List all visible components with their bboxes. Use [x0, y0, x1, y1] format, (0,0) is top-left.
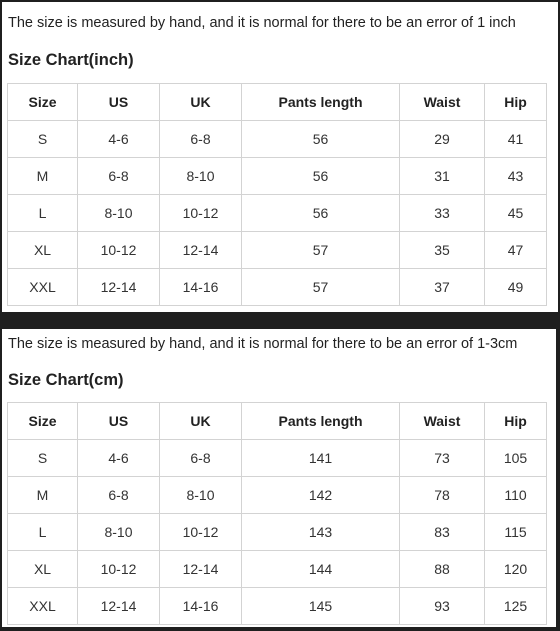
table-cell: M [8, 158, 78, 195]
table-header-row [8, 403, 547, 440]
table-cell: 31 [400, 158, 485, 195]
header-cell: US [78, 403, 160, 440]
table-cell: 41 [485, 121, 547, 158]
table-cell: 6-8 [160, 121, 242, 158]
table-cell: 29 [400, 121, 485, 158]
table-cell: 56 [242, 158, 400, 195]
table-row [8, 121, 547, 158]
table-cell: 78 [400, 477, 485, 514]
table-cell: 83 [400, 514, 485, 551]
table-cell: 10-12 [160, 514, 242, 551]
table-cell: 10-12 [160, 195, 242, 232]
table-row [8, 551, 547, 588]
table-row [8, 232, 547, 269]
table-cell: 33 [400, 195, 485, 232]
header-cell: UK [160, 403, 242, 440]
table-cell: 37 [400, 269, 485, 306]
table-cell: 10-12 [78, 551, 160, 588]
table-cell: 8-10 [78, 514, 160, 551]
table-cell: 73 [400, 440, 485, 477]
table-cell: 49 [485, 269, 547, 306]
chart-title: Size Chart(cm) [8, 371, 124, 389]
table-cell: 43 [485, 158, 547, 195]
table-row [8, 440, 547, 477]
table-cell: L [8, 195, 78, 232]
table-cell: 14-16 [160, 269, 242, 306]
table-cell: 145 [242, 588, 400, 625]
header-cell: Waist [400, 84, 485, 121]
header-cell: Size [8, 403, 78, 440]
inch-size-chart-panel [2, 2, 558, 312]
table-cell: 57 [242, 269, 400, 306]
table-cell: 142 [242, 477, 400, 514]
table-cell: 12-14 [78, 588, 160, 625]
table-cell: 10-12 [78, 232, 160, 269]
table-cell: 144 [242, 551, 400, 588]
header-cell: Size [8, 84, 78, 121]
table-cell: S [8, 440, 78, 477]
table-cell: XXL [8, 588, 78, 625]
table-cell: 88 [400, 551, 485, 588]
table-cell: XL [8, 232, 78, 269]
table-cell: 6-8 [78, 477, 160, 514]
table-cell: 120 [485, 551, 547, 588]
header-cell: Waist [400, 403, 485, 440]
table-row [8, 195, 547, 232]
header-cell: US [78, 84, 160, 121]
table-row [8, 158, 547, 195]
table-cell: 47 [485, 232, 547, 269]
table-cell: 56 [242, 121, 400, 158]
table-cell: 6-8 [160, 440, 242, 477]
table-cell: 56 [242, 195, 400, 232]
table-cell: 6-8 [78, 158, 160, 195]
table-cell: 14-16 [160, 588, 242, 625]
table-cell: 93 [400, 588, 485, 625]
table-cell: 110 [485, 477, 547, 514]
table-cell: XL [8, 551, 78, 588]
table-cell: 12-14 [160, 232, 242, 269]
header-cell: UK [160, 84, 242, 121]
chart-title: Size Chart(inch) [8, 51, 134, 69]
header-cell: Hip [485, 84, 547, 121]
table-row [8, 477, 547, 514]
size-table [7, 83, 547, 306]
table-cell: 12-14 [160, 551, 242, 588]
size-table [7, 402, 547, 625]
table-row [8, 269, 547, 306]
cm-size-chart-panel [2, 329, 556, 627]
header-cell: Hip [485, 403, 547, 440]
table-cell: XXL [8, 269, 78, 306]
header-cell: Pants length [242, 403, 400, 440]
table-row [8, 514, 547, 551]
table-cell: 35 [400, 232, 485, 269]
measurement-note: The size is measured by hand, and it is normal for there to be an error of 1 inch [8, 15, 516, 31]
table-cell: 8-10 [78, 195, 160, 232]
table-cell: 45 [485, 195, 547, 232]
table-row [8, 588, 547, 625]
table-cell: 12-14 [78, 269, 160, 306]
header-cell: Pants length [242, 84, 400, 121]
measurement-note: The size is measured by hand, and it is normal for there to be an error of 1-3cm [8, 336, 518, 352]
table-cell: L [8, 514, 78, 551]
table-cell: 143 [242, 514, 400, 551]
table-cell: 4-6 [78, 440, 160, 477]
table-cell: 105 [485, 440, 547, 477]
table-cell: M [8, 477, 78, 514]
table-cell: 8-10 [160, 158, 242, 195]
table-cell: 4-6 [78, 121, 160, 158]
table-cell: 141 [242, 440, 400, 477]
table-cell: 125 [485, 588, 547, 625]
table-cell: 57 [242, 232, 400, 269]
table-cell: 115 [485, 514, 547, 551]
table-cell: 8-10 [160, 477, 242, 514]
table-header-row [8, 84, 547, 121]
table-cell: S [8, 121, 78, 158]
